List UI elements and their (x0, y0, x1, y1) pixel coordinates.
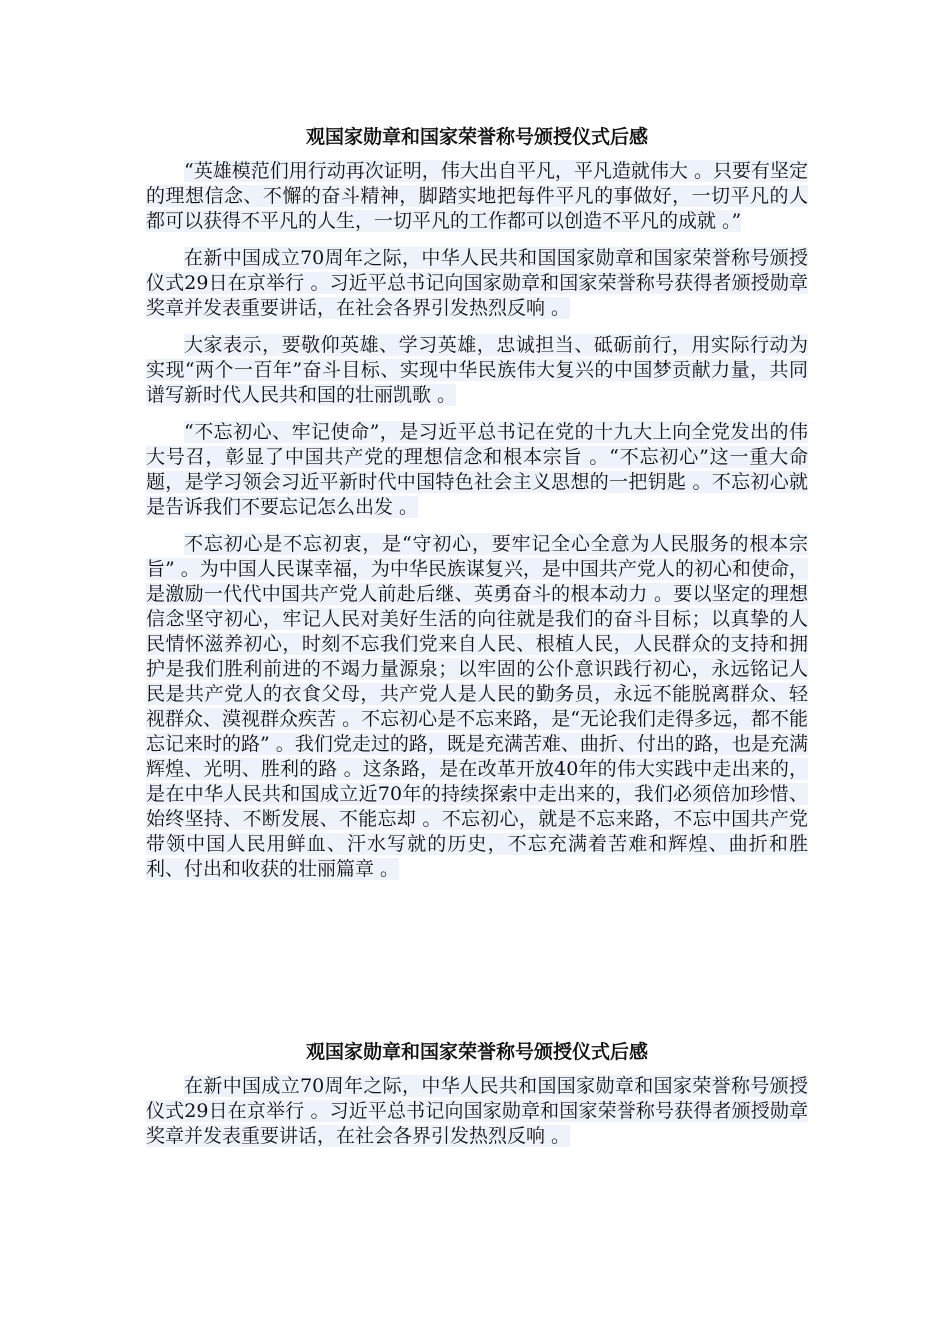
article-paragraph-4 (146, 420, 808, 520)
paragraph-text: “不忘初心、牢记使命”，是习近平总书记在党的十九大上向全党发出的伟大号召，彰显了中国共产党的理想信念和根本宗旨 。“不忘初心”这一重大命题，是学习领会习近平新时代中国特色社会主义思想的一把钥匙 。不忘初心就是告诉我们不要忘记怎么出发 。 (146, 421, 808, 518)
paragraph-text: 在新中国成立70周年之际，中华人民共和国国家勋章和国家荣誉称号颁授仪式29日在京举行 。习近平总书记向国家勋章和国家荣誉称号获得者颁授勋章奖章并发表重要讲话，在社会各界引发热烈反响 。 (146, 247, 808, 319)
article-title: 观国家勋章和国家荣誉称号颁授仪式后感 (305, 1041, 648, 1063)
article-paragraph-1 (146, 1074, 808, 1149)
paragraph-text: 在新中国成立70周年之际，中华人民共和国国家勋章和国家荣誉称号颁授仪式29日在京举行 。习近平总书记向国家勋章和国家荣誉称号获得者颁授勋章奖章并发表重要讲话，在社会各界引发热烈反响 。 (146, 1075, 808, 1147)
paragraph-text: 大家表示，要敬仰英雄、学习英雄，忠诚担当、砥砺前行，用实际行动为实现“两个一百年”奋斗目标、实现中华民族伟大复兴的中国梦贡献力量，共同谱写新时代人民共和国的壮丽凯歌 。 (146, 334, 808, 406)
paragraph-text: 不忘初心是不忘初衷，是“守初心，要牢记全心全意为人民服务的根本宗旨” 。为中国人民谋幸福，为中华民族谋复兴，是中国共产党人的初心和使命，是激励一代代中国共产党人前赴后继、英勇奋斗的根本动力 。要以坚定的理想信念坚守初心，牢记人民对美好生活的向往就是我们的奋斗目标；以真挚的人民情怀滋养初心，时刻不忘我们党来自人民、根植人民，人民群众的支持和拥护是我们胜利前进的不竭力量源泉；以牢固的公仆意识践行初心，永远铭记人民是共产党人的衣食父母，共产党人是人民的勤务员，永远不能脱离群众、轻视群众、漠视群众疾苦 。不忘初心是不忘来路，是“无论我们走得多远，都不能忘记来时的路” 。我们党走过的路，既是充满苦难、曲折、付出的路，也是充满辉煌、光明、胜利的路 。这条路，是在改革开放40年的伟大实践中走出来的，是在中华人民共和国成立近70年的持续探索中走出来的，我们必须倍加珍惜、始终坚持、不断发展、不能忘却 。不忘初心，就是不忘来路，不忘中国共产党带领中国人民用鲜血、汗水写就的历史，不忘充满着苦难和辉煌、曲折和胜利、付出和收获的壮丽篇章 。 (146, 533, 808, 880)
article-paragraph-3 (146, 333, 808, 408)
article-title: 观国家勋章和国家荣誉称号颁授仪式后感 (305, 126, 648, 148)
article-section-2 (146, 1038, 808, 1161)
paragraph-text: “英雄模范们用行动再次证明，伟大出自平凡，平凡造就伟大 。只要有坚定的理想信念、不懈的奋斗精神，脚踏实地把每件平凡的事做好，一切平凡的人都可以获得不平凡的人生，一切平凡的工作都可以创造不平凡的成就 。” (146, 160, 808, 232)
article-paragraph-1 (146, 159, 808, 234)
article-section-1 (146, 123, 808, 894)
article-paragraph-5 (146, 532, 808, 882)
article-paragraph-2 (146, 246, 808, 321)
